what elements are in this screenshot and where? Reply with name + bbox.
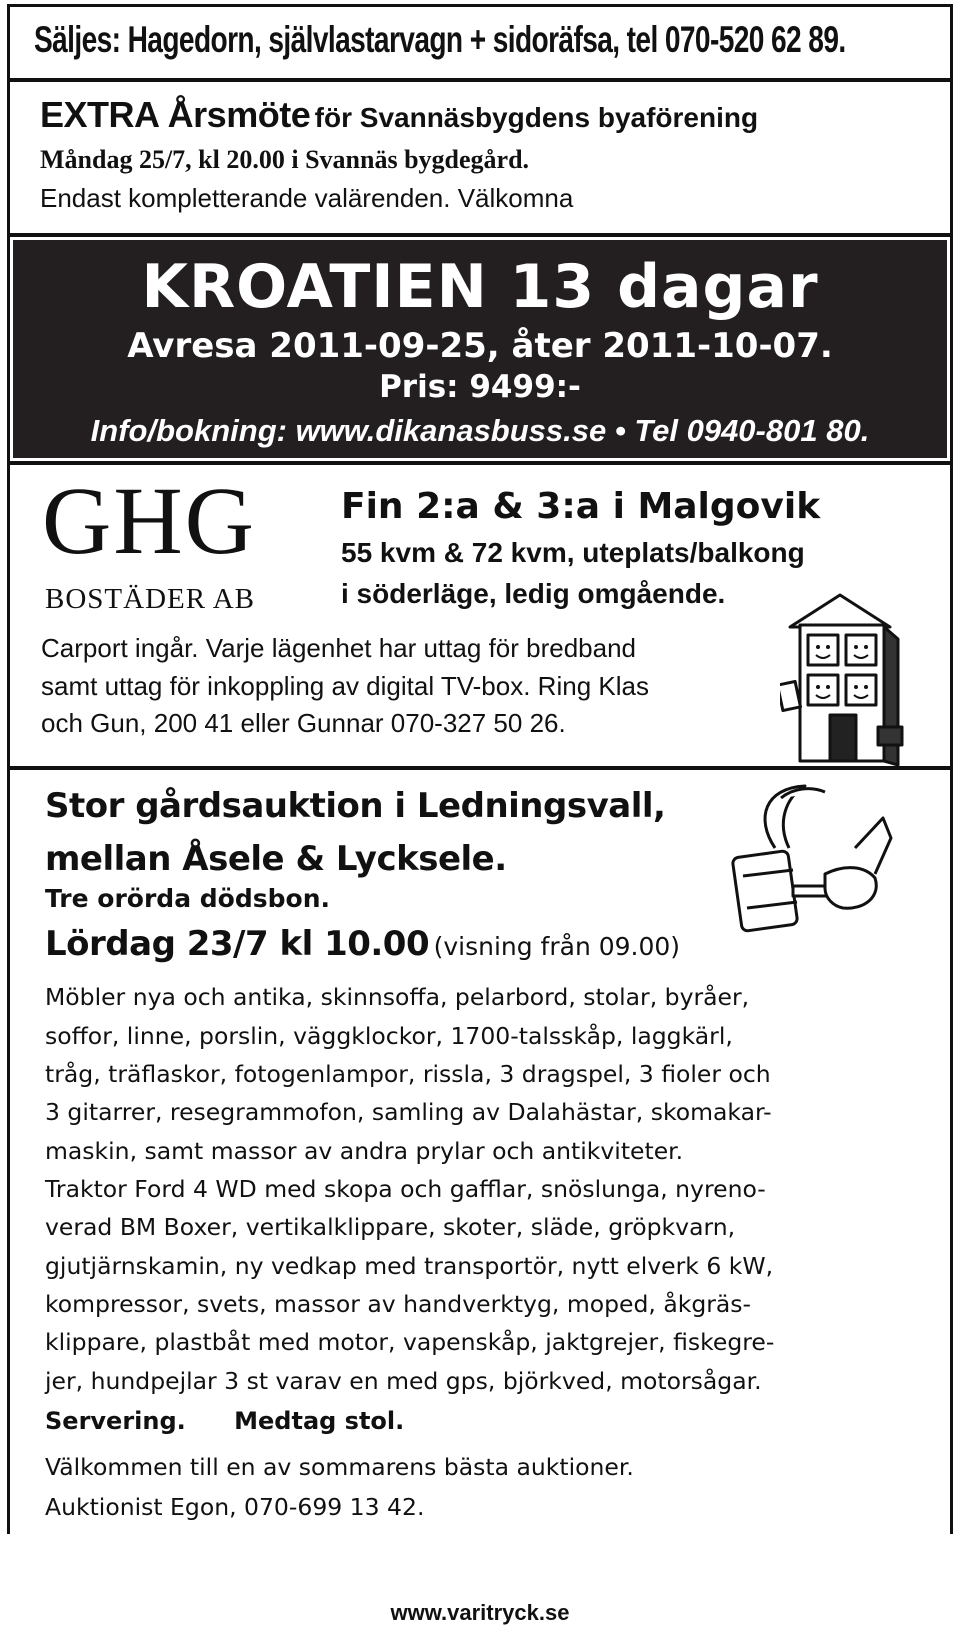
meeting-title-small: för Svannäsbygdens byaförening <box>314 102 759 133</box>
housing-body-2: samt uttag för inkoppling av digital TV-box. Ring Klas <box>41 671 649 701</box>
ad-trip <box>7 234 953 464</box>
house-with-faces-icon <box>780 587 910 767</box>
auction-body-line: 3 gitarrer, resegrammofon, samling av Dalahästar, skomakar- <box>45 1098 772 1126</box>
auction-body-line: Traktor Ford 4 WD med skopa och gafflar, snöslunga, nyreno- <box>45 1175 766 1203</box>
auction-body-line: jer, hundpejlar 3 st varav en med gps, björkved, motorsågar. <box>45 1367 762 1395</box>
trip-headline: KROATIEN 13 dagar <box>141 252 819 322</box>
housing-body-3: och Gun, 200 41 eller Gunnar 070-327 50 26. <box>41 708 566 738</box>
auction-body-line: gjutjärnskamin, ny vedkap med transportör, nytt elverk 6 kW, <box>45 1252 774 1280</box>
auction-title-2: mellan Åsele & Lycksele. <box>45 839 507 879</box>
trip-price: Pris: 9499:- <box>379 369 581 405</box>
auction-serving: Servering. <box>45 1407 186 1435</box>
auction-body-line: kompressor, svets, massor av handverktyg, moped, åkgräs- <box>45 1290 752 1318</box>
trip-info: Info/bokning: www.dikanasbuss.se • Tel 0940-801 80. <box>90 413 870 448</box>
auction-date <box>45 924 680 964</box>
auction-subtitle: Tre orörda dödsbon. <box>45 884 330 913</box>
auction-body-line: tråg, träflaskor, fotogenlampor, rissla, 3 dragspel, 3 fioler och <box>45 1060 771 1088</box>
housing-sub-2: i söderläge, ledig omgående. <box>341 578 726 609</box>
ad-auction <box>7 767 953 1534</box>
meeting-title-big: EXTRA Årsmöte <box>40 94 311 135</box>
ghg-logo: GHG <box>42 467 256 574</box>
meeting-title <box>40 94 758 136</box>
housing-sub-1: 55 kvm & 72 kvm, uteplats/balkong <box>341 537 805 568</box>
ad-housing <box>7 462 953 769</box>
ghg-logo-subtitle: BOSTÄDER AB <box>45 583 256 615</box>
ad-meeting <box>7 79 953 236</box>
auction-date-main: Lördag 23/7 kl 10.00 <box>45 924 430 964</box>
auction-body-line: Möbler nya och antika, skinnsoffa, pelarbord, stolar, byråer, <box>45 983 750 1011</box>
gavel-hand-icon <box>715 778 895 938</box>
auction-body-line: soffor, linne, porslin, väggklockor, 1700-talsskåp, laggkärl, <box>45 1022 733 1050</box>
auction-chair: Medtag stol. <box>234 1407 405 1435</box>
auction-body-line: maskin, samt massor av andra prylar och antikviteter. <box>45 1137 684 1165</box>
trip-dark-panel <box>13 240 947 458</box>
auction-auctioneer: Auktionist Egon, 070-699 13 42. <box>45 1493 425 1521</box>
auction-date-note: (visning från 09.00) <box>433 932 681 961</box>
auction-body-line: verad BM Boxer, vertikalklippare, skoter, släde, gröpkvarn, <box>45 1213 736 1241</box>
footer-url: www.varitryck.se <box>390 1600 570 1625</box>
meeting-note: Endast kompletterande valärenden. Välkomna <box>40 183 574 213</box>
housing-body-1: Carport ingår. Varje lägenhet har uttag för bredband <box>41 633 637 663</box>
ad-sales <box>7 4 953 81</box>
auction-welcome: Välkommen till en av sommarens bästa auktioner. <box>45 1453 634 1481</box>
auction-body-line: klippare, plastbåt med motor, vapenskåp, jaktgrejer, fiskegre- <box>45 1328 775 1356</box>
trip-dates: Avresa 2011-09-25, åter 2011-10-07. <box>127 326 833 366</box>
auction-title-1: Stor gårdsauktion i Ledningsvall, <box>45 786 666 826</box>
meeting-date: Måndag 25/7, kl 20.00 i Svannäs bygdegård. <box>40 145 530 174</box>
housing-headline: Fin 2:a & 3:a i Malgovik <box>341 486 821 527</box>
sales-text: Säljes: Hagedorn, självlastarvagn + sidoräfsa, tel 070-520 62 89. <box>34 19 846 60</box>
auction-extras <box>45 1407 404 1435</box>
